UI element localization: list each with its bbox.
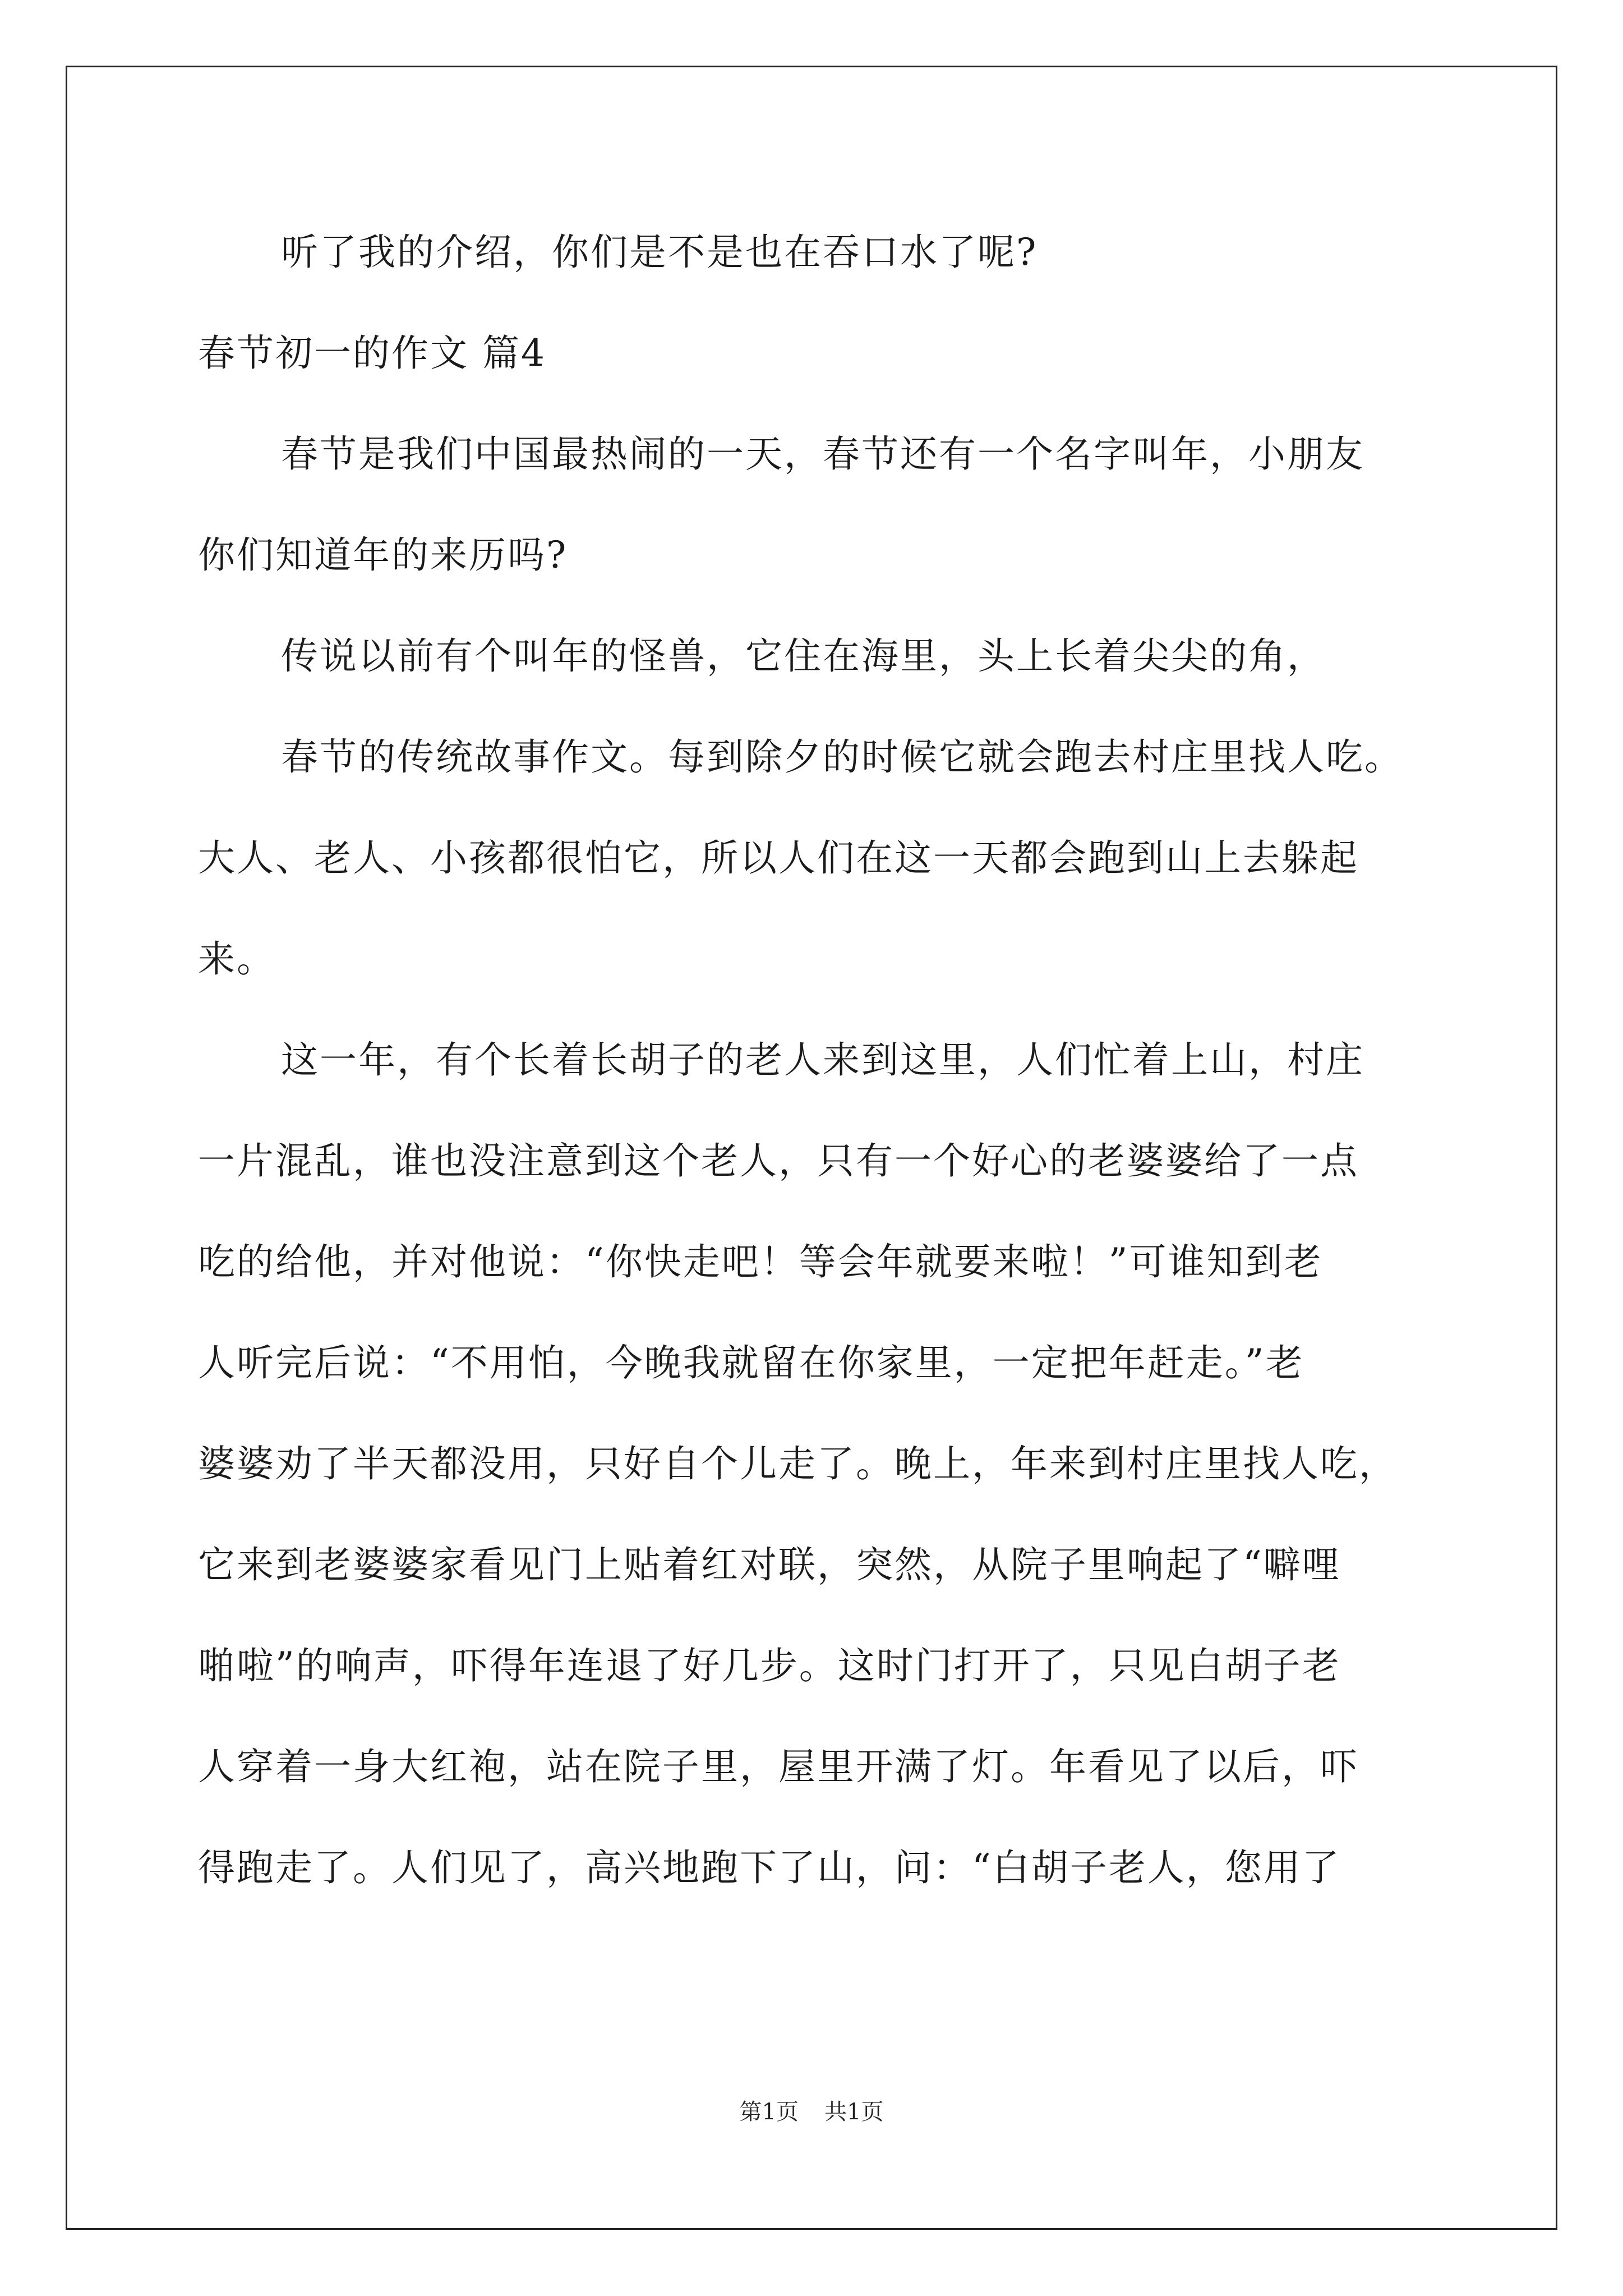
section-heading: 春节初一的作文 篇4 [198,332,546,375]
paragraph-line: 婆婆劝了半天都没用，只好自个儿走了。晚上，年来到村庄里找人吃， [198,1442,1398,1485]
paragraph-line: 大人、老人、小孩都很怕它，所以人们在这一天都会跑到山上去躲起 [198,836,1359,880]
paragraph-line: 你们知道年的来历吗? [198,533,568,577]
page-footer [0,2098,1623,2126]
paragraph-line: 听了我的介绍，你们是不是也在吞口水了呢? [281,231,1038,274]
paragraph-line: 它来到老婆婆家看见门上贴着红对联，突然，从院子里响起了“噼哩 [198,1543,1341,1586]
paragraph-line: 人听完后说：“不用怕，今晚我就留在你家里，一定把年赶走。”老 [198,1341,1304,1384]
document-body [198,202,1432,1918]
paragraph-line: 来。 [198,937,275,981]
paragraph-line: 人穿着一身大红袍，站在院子里，屋里开满了灯。年看见了以后，吓 [198,1745,1359,1788]
paragraph-line: 传说以前有个叫年的怪兽，它住在海里，头上长着尖尖的角， [281,634,1326,678]
paragraph-line: 春节是我们中国最热闹的一天，春节还有一个名字叫年，小朋友 [281,432,1364,476]
paragraph-line: 这一年，有个长着长胡子的老人来到这里，人们忙着上山，村庄 [281,1038,1364,1082]
paragraph-line: 吃的给他，并对他说：“你快走吧！等会年就要来啦！”可谁知到老 [198,1240,1323,1283]
paragraph-line: 一片混乱，谁也没注意到这个老人，只有一个好心的老婆婆给了一点 [198,1139,1359,1182]
paragraph-line: 春节的传统故事作文。每到除夕的时候它就会跑去村庄里找人吃。 [281,735,1403,779]
paragraph-line: 啪啦”的响声，吓得年连退了好几步。这时门打开了，只见白胡子老 [198,1644,1341,1687]
paragraph-line: 得跑走了。人们见了，高兴地跑下了山，问：“白胡子老人，您用了 [198,1846,1341,1889]
page-total: 共1页 [824,2099,884,2125]
page-number: 第1页 [739,2099,799,2125]
